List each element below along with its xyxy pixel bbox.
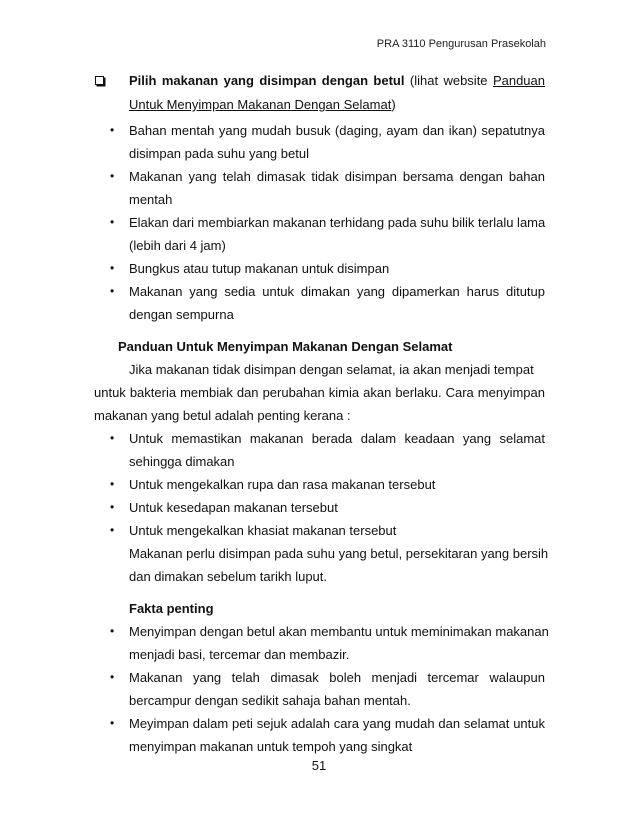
list-item-cont: menjadi basi, tercemar dan membazir. (129, 647, 350, 662)
intro-item-line-2 (129, 97, 545, 112)
bullet-icon: • (110, 215, 115, 229)
list-item-cont: disimpan pada suhu yang betul (129, 146, 309, 161)
list-item: Menyimpan dengan betul akan membantu untuk meminimakan makanan (129, 624, 549, 639)
list-item: Untuk mengekalkan rupa dan rasa makanan tersebut (129, 477, 436, 492)
bullet-icon: • (110, 477, 115, 491)
bullet-icon: • (110, 523, 115, 537)
list-item: Makanan yang telah dimasak tidak disimpan bersama dengan bahan (129, 169, 545, 184)
list-item-cont: bercampur dengan sedikit sahaja bahan mentah. (129, 693, 411, 708)
paragraph-line: makanan yang betul adalah penting kerana : (94, 408, 351, 423)
intro-item-line-1 (129, 73, 545, 88)
guide-link[interactable]: Untuk Menyimpan Makanan Dengan Selamat (129, 97, 392, 112)
paragraph-line: dan dimakan sebelum tarikh luput. (129, 569, 328, 584)
list-item: Untuk kesedapan makanan tersebut (129, 500, 338, 515)
list-item: Bungkus atau tutup makanan untuk disimpan (129, 261, 390, 276)
list-item: Untuk memastikan makanan berada dalam keadaan yang selamat (129, 431, 545, 446)
list-item-cont: sehingga dimakan (129, 454, 235, 469)
page-number: 51 (311, 758, 327, 773)
intro-item-bold: Pilih makanan yang disimpan dengan betul (129, 73, 405, 88)
list-item: Makanan yang sedia untuk dimakan yang dipamerkan harus ditutup (129, 284, 545, 299)
list-item: Elakan dari membiarkan makanan terhidang pada suhu bilik terlalu lama (129, 215, 546, 230)
intro-item-tail: ) (391, 97, 396, 112)
bullet-icon: • (110, 123, 115, 137)
checkbox-square-icon (95, 76, 104, 85)
bullet-icon: • (110, 284, 115, 298)
paragraph-line: Jika makanan tidak disimpan dengan selamat, ia akan menjadi tempat (129, 362, 534, 377)
list-item-cont: mentah (129, 192, 173, 207)
list-item: Meyimpan dalam peti sejuk adalah cara yang mudah dan selamat untuk (129, 716, 545, 731)
paragraph-line: untuk bakteria membiak dan perubahan kimia akan berlaku. Cara menyimpan (94, 385, 545, 400)
list-item-cont: dengan sempurna (129, 307, 234, 322)
list-item: Untuk mengekalkan khasiat makanan tersebut (129, 523, 397, 538)
running-header: PRA 3110 Pengurusan Prasekolah (376, 38, 546, 50)
bullet-icon: • (110, 670, 115, 684)
paragraph-line: Makanan perlu disimpan pada suhu yang betul, persekitaran yang bersih (129, 546, 549, 561)
bullet-icon: • (110, 716, 115, 730)
bullet-icon: • (110, 624, 115, 638)
list-item-cont: (lebih dari 4 jam) (129, 238, 226, 253)
intro-item-text: (lihat website (404, 73, 493, 88)
panduan-link[interactable]: Panduan (492, 73, 545, 88)
bullet-icon: • (110, 431, 115, 445)
bullet-icon: • (110, 261, 115, 275)
bullet-icon: • (110, 500, 115, 514)
bullet-icon: • (110, 169, 115, 183)
list-item-cont: menyimpan makanan untuk tempoh yang singkat (129, 739, 413, 754)
section-heading: Panduan Untuk Menyimpan Makanan Dengan Selamat (118, 339, 453, 354)
list-item: Bahan mentah yang mudah busuk (daging, ayam dan ikan) sepatutnya (129, 123, 545, 138)
fakta-heading: Fakta penting (129, 601, 214, 616)
list-item: Makanan yang telah dimasak boleh menjadi tercemar walaupun (129, 670, 545, 685)
